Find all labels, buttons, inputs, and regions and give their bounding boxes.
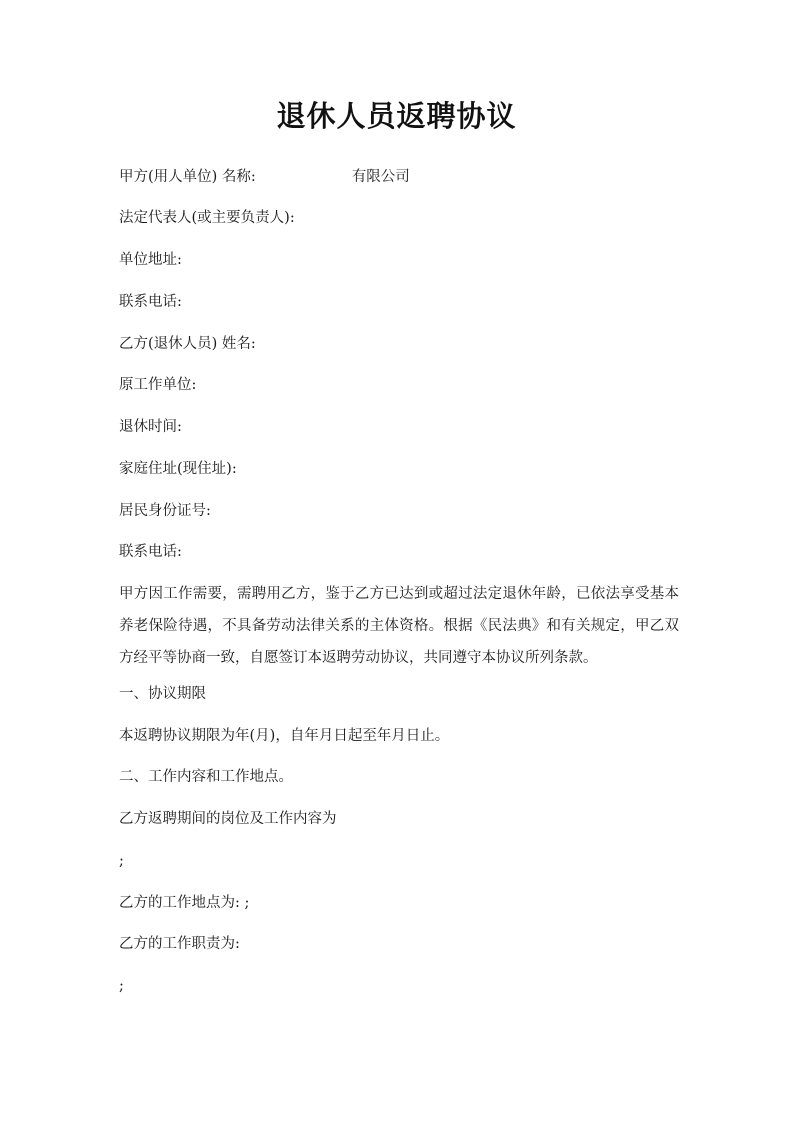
duties-line: 乙方的工作职责为: xyxy=(119,936,240,952)
section1-heading: 一、协议期限 xyxy=(119,686,206,702)
party-b-name-line: 乙方(退休人员) 姓名: xyxy=(119,336,256,352)
party-a-name-label: 甲方(用人单位) 名称: xyxy=(119,169,256,185)
retire-time-line: 退休时间: xyxy=(119,419,182,435)
address-line: 单位地址: xyxy=(119,252,182,268)
section1-text: 本返聘协议期限为年(月)，自年月日起至年月日止。 xyxy=(119,728,450,744)
phone-a-line: 联系电话: xyxy=(119,294,182,310)
blank-line-1: ; xyxy=(119,853,124,869)
home-address-line: 家庭住址(现住址): xyxy=(119,461,237,477)
phone-b-line: 联系电话: xyxy=(119,544,182,560)
intro-paragraph: 甲方因工作需要，需聘用乙方，鉴于乙方已达到或超过法定退休年龄，已依法享受基本养老保险待遇，不具备劳动法律关系的主体资格。根据《民法典》和有关规定，甲乙双方经平等协商一致，自愿签订本返聘劳动协议，共同遵守本协议所列条款。 xyxy=(119,586,679,666)
former-employer-line: 原工作单位: xyxy=(119,377,197,393)
work-place-line: 乙方的工作地点为: ; xyxy=(119,895,250,911)
section2-heading: 二、工作内容和工作地点。 xyxy=(119,769,293,785)
document-title: 退休人员返聘协议 xyxy=(276,99,517,133)
section2-position: 乙方返聘期间的岗位及工作内容为 xyxy=(119,811,337,827)
party-a-name-line xyxy=(119,167,410,187)
blank-line-2: ; xyxy=(119,978,124,994)
id-number-line: 居民身份证号: xyxy=(119,503,211,519)
legal-rep-line: 法定代表人(或主要负责人): xyxy=(119,210,295,226)
party-a-name-suffix: 有限公司 xyxy=(351,169,410,185)
